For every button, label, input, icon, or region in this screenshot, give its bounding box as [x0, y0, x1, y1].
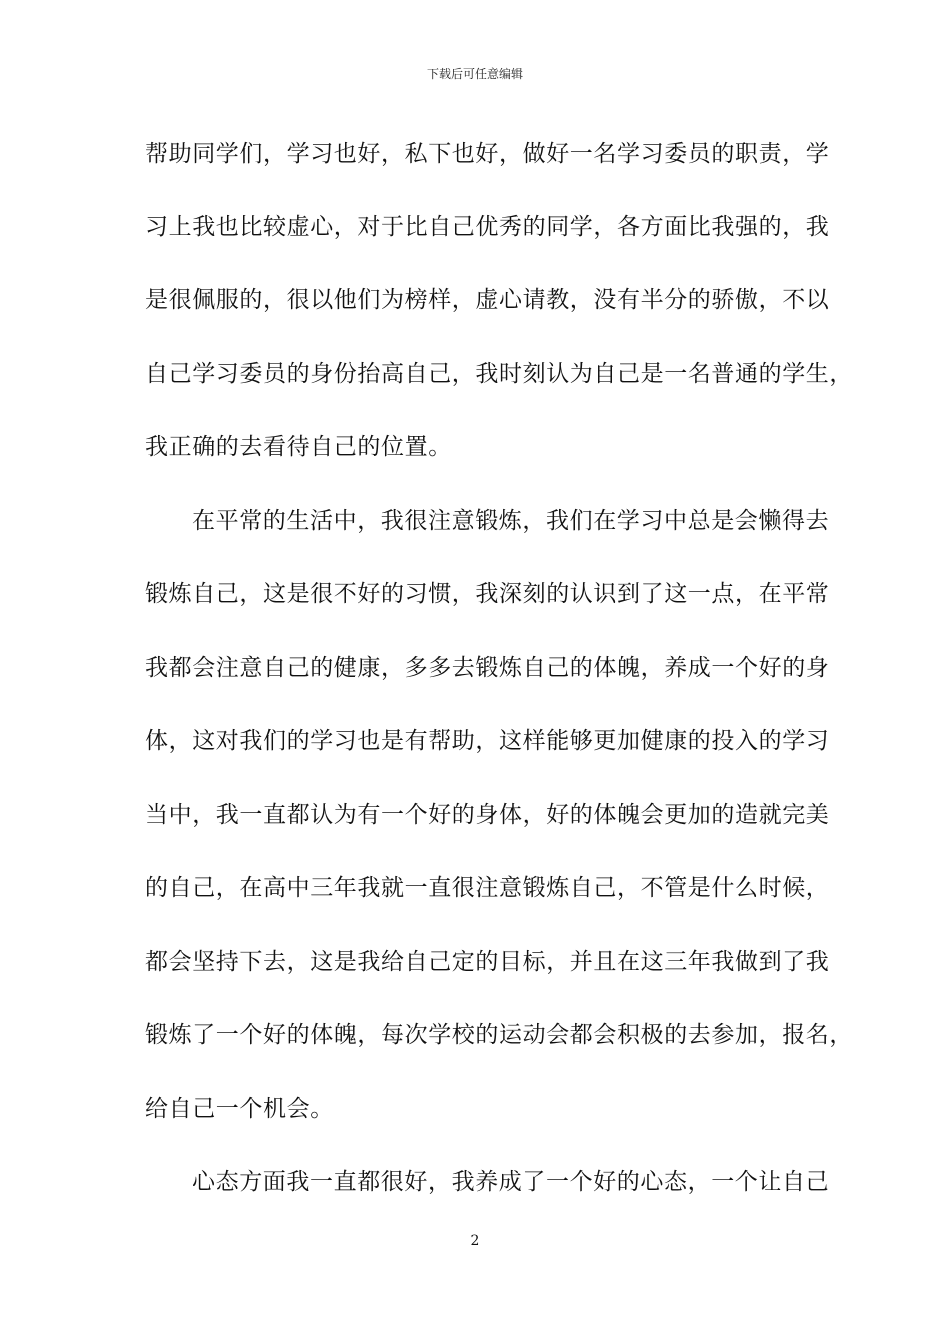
- text-line: 当中，我一直都认为有一个好的身体，好的体魄会更加的造就完美: [145, 802, 830, 828]
- page-header: 下载后可任意编辑: [426, 67, 523, 81]
- text-line: 都会坚持下去，这是我给自己定的目标，并且在这三年我做到了我: [145, 949, 830, 975]
- text-line: 我正确的去看待自己的位置。: [145, 434, 452, 460]
- text-line: 的自己，在高中三年我就一直很注意锻炼自己，不管是什么时候，: [145, 875, 830, 901]
- text-line: 给自己一个机会。: [145, 1096, 334, 1122]
- text-line: 锻炼了一个好的体魄，每次学校的运动会都会积极的去参加，报名，: [145, 1022, 853, 1048]
- text-line: 帮助同学们，学习也好，私下也好，做好一名学习委员的职责，学: [145, 141, 830, 167]
- text-line: 锻炼自己，这是很不好的习惯，我深刻的认识到了这一点，在平常: [145, 581, 830, 607]
- text-line: 我都会注意自己的健康，多多去锻炼自己的体魄，养成一个好的身: [145, 655, 830, 681]
- text-line: 自己学习委员的身份抬高自己，我时刻认为自己是一名普通的学生，: [145, 361, 853, 387]
- page-number: 2: [470, 1233, 480, 1249]
- paragraph-first-line: 心态方面我一直都很好，我养成了一个好的心态，一个让自己: [192, 1169, 830, 1195]
- paragraph-first-line: 在平常的生活中，我很注意锻炼，我们在学习中总是会懒得去: [192, 508, 830, 534]
- text-line: 习上我也比较虚心，对于比自己优秀的同学，各方面比我强的，我: [145, 214, 830, 240]
- text-line: 是很佩服的，很以他们为榜样，虚心请教，没有半分的骄傲，不以: [145, 287, 830, 313]
- text-line: 体，这对我们的学习也是有帮助，这样能够更加健康的投入的学习: [145, 728, 830, 754]
